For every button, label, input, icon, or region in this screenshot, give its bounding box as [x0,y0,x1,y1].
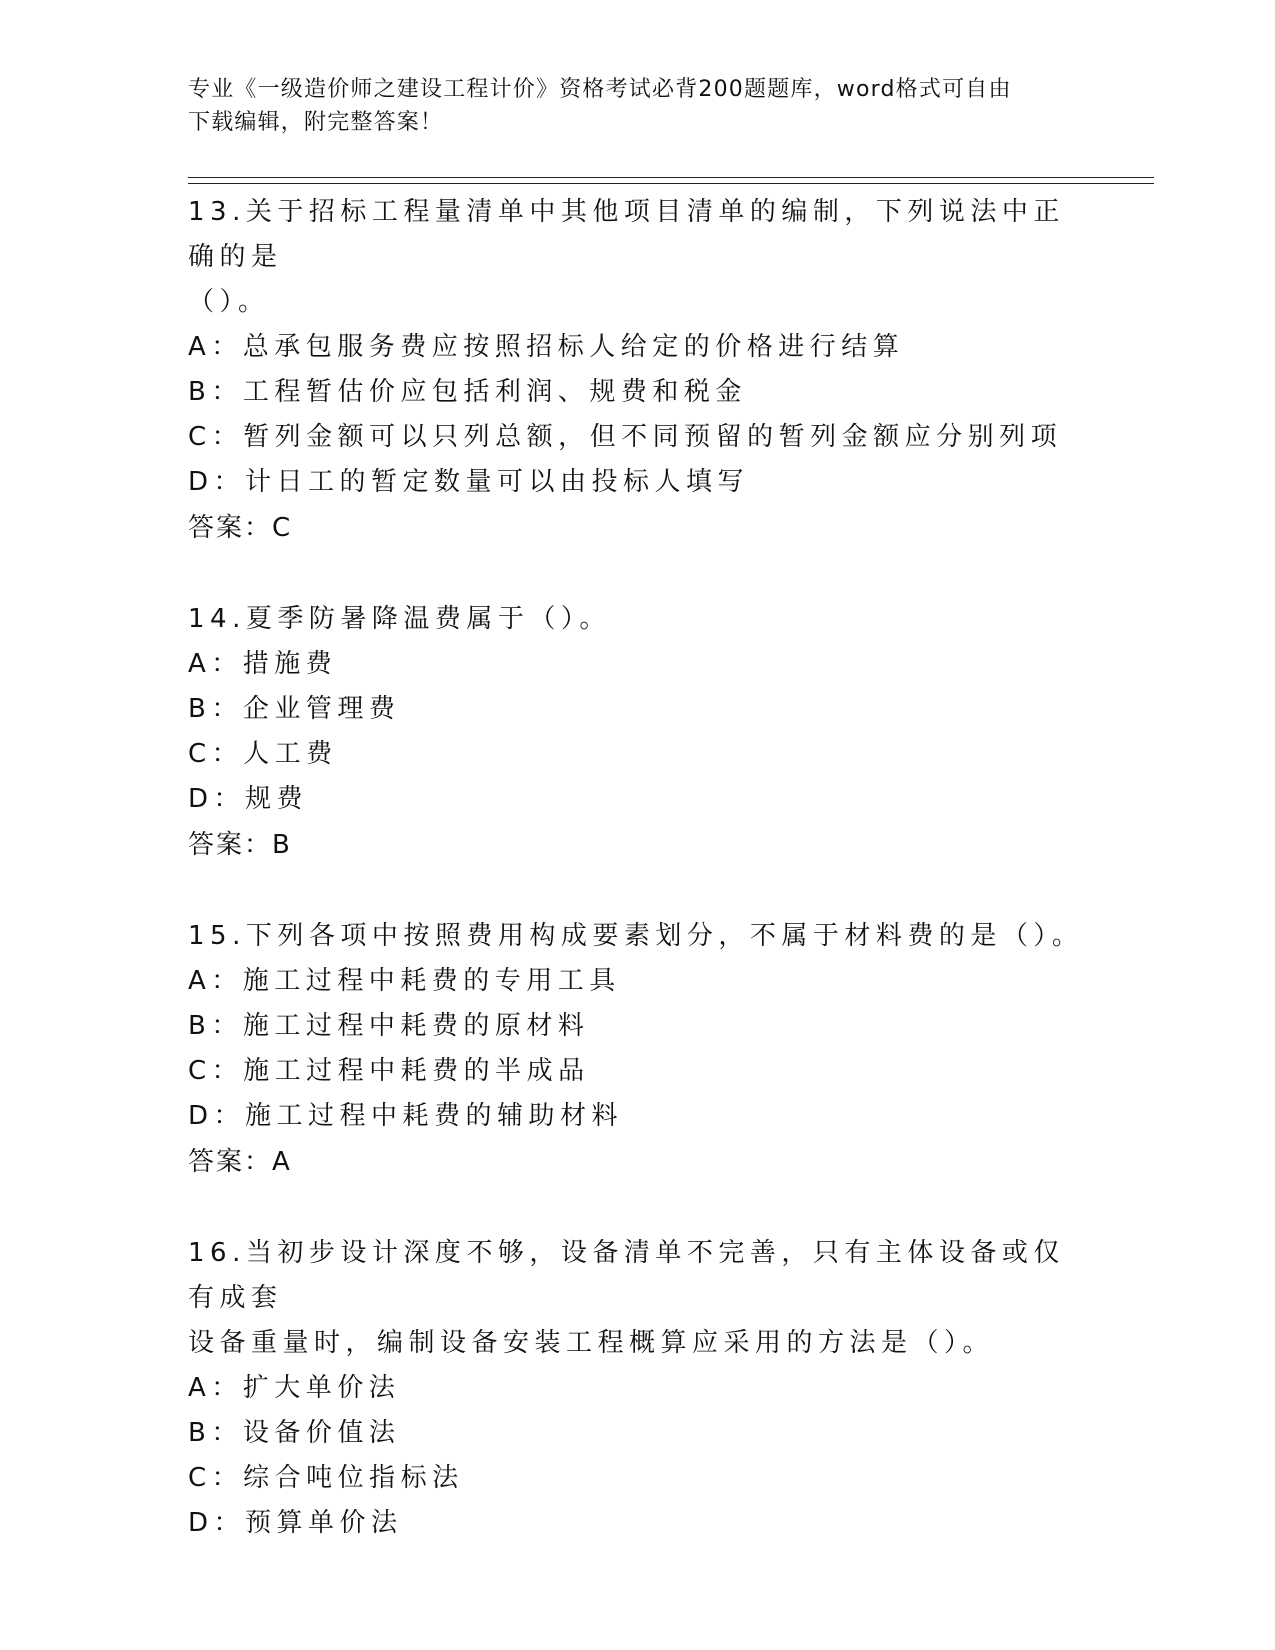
answer: 答案：A [188,1147,292,1177]
header-line-1: 专业《一级造价师之建设工程计价》资格考试必背200题题库，word格式可自由 [188,77,1012,102]
option-c: C：施工过程中耗费的半成品 [188,1056,590,1086]
question-stem: 14.夏季防暑降温费属于（）。 [188,604,611,634]
option-b: B：企业管理费 [188,694,401,724]
option-a: A：施工过程中耗费的专用工具 [188,966,621,996]
option-c: C：人工费 [188,739,338,769]
header-line-2: 下载编辑，附完整答案！ [188,110,444,135]
document-header [188,73,1088,139]
question-13 [188,190,1088,551]
question-stem-line-2: （）。 [188,287,270,317]
question-list [188,190,1088,1592]
answer: 答案：B [188,830,292,860]
question-16 [188,1231,1088,1546]
option-d: D：预算单价法 [188,1508,403,1538]
question-stem [188,190,1088,325]
option-d: D：计日工的暂定数量可以由投标人填写 [188,467,750,497]
question-stem [188,1231,1088,1366]
option-d: D：规费 [188,784,309,814]
question-14 [188,597,1088,868]
option-b: B：设备价值法 [188,1418,401,1448]
question-stem-line-2: 设备重量时，编制设备安装工程概算应采用的方法是（）。 [188,1328,995,1358]
header-rule-top [188,177,1154,178]
option-a: A：总承包服务费应按照招标人给定的价格进行结算 [188,332,905,362]
answer: 答案：C [188,513,293,543]
option-b: B：施工过程中耗费的原材料 [188,1011,590,1041]
header-rule-bottom [188,183,1154,184]
question-stem: 15.下列各项中按照费用构成要素划分，不属于材料费的是（）。 [188,921,1084,951]
question-stem-line-1: 13.关于招标工程量清单中其他项目清单的编制，下列说法中正确的是 [188,197,1065,272]
option-c: C：综合吨位指标法 [188,1463,464,1493]
option-b: B：工程暂估价应包括利润、规费和税金 [188,377,747,407]
option-d: D：施工过程中耗费的辅助材料 [188,1101,624,1131]
option-a: A：扩大单价法 [188,1373,401,1403]
question-stem-line-1: 16.当初步设计深度不够，设备清单不完善，只有主体设备或仅有成套 [188,1238,1065,1313]
option-a: A：措施费 [188,649,338,679]
option-c: C：暂列金额可以只列总额，但不同预留的暂列金额应分别列项 [188,422,1063,452]
question-15 [188,914,1088,1185]
